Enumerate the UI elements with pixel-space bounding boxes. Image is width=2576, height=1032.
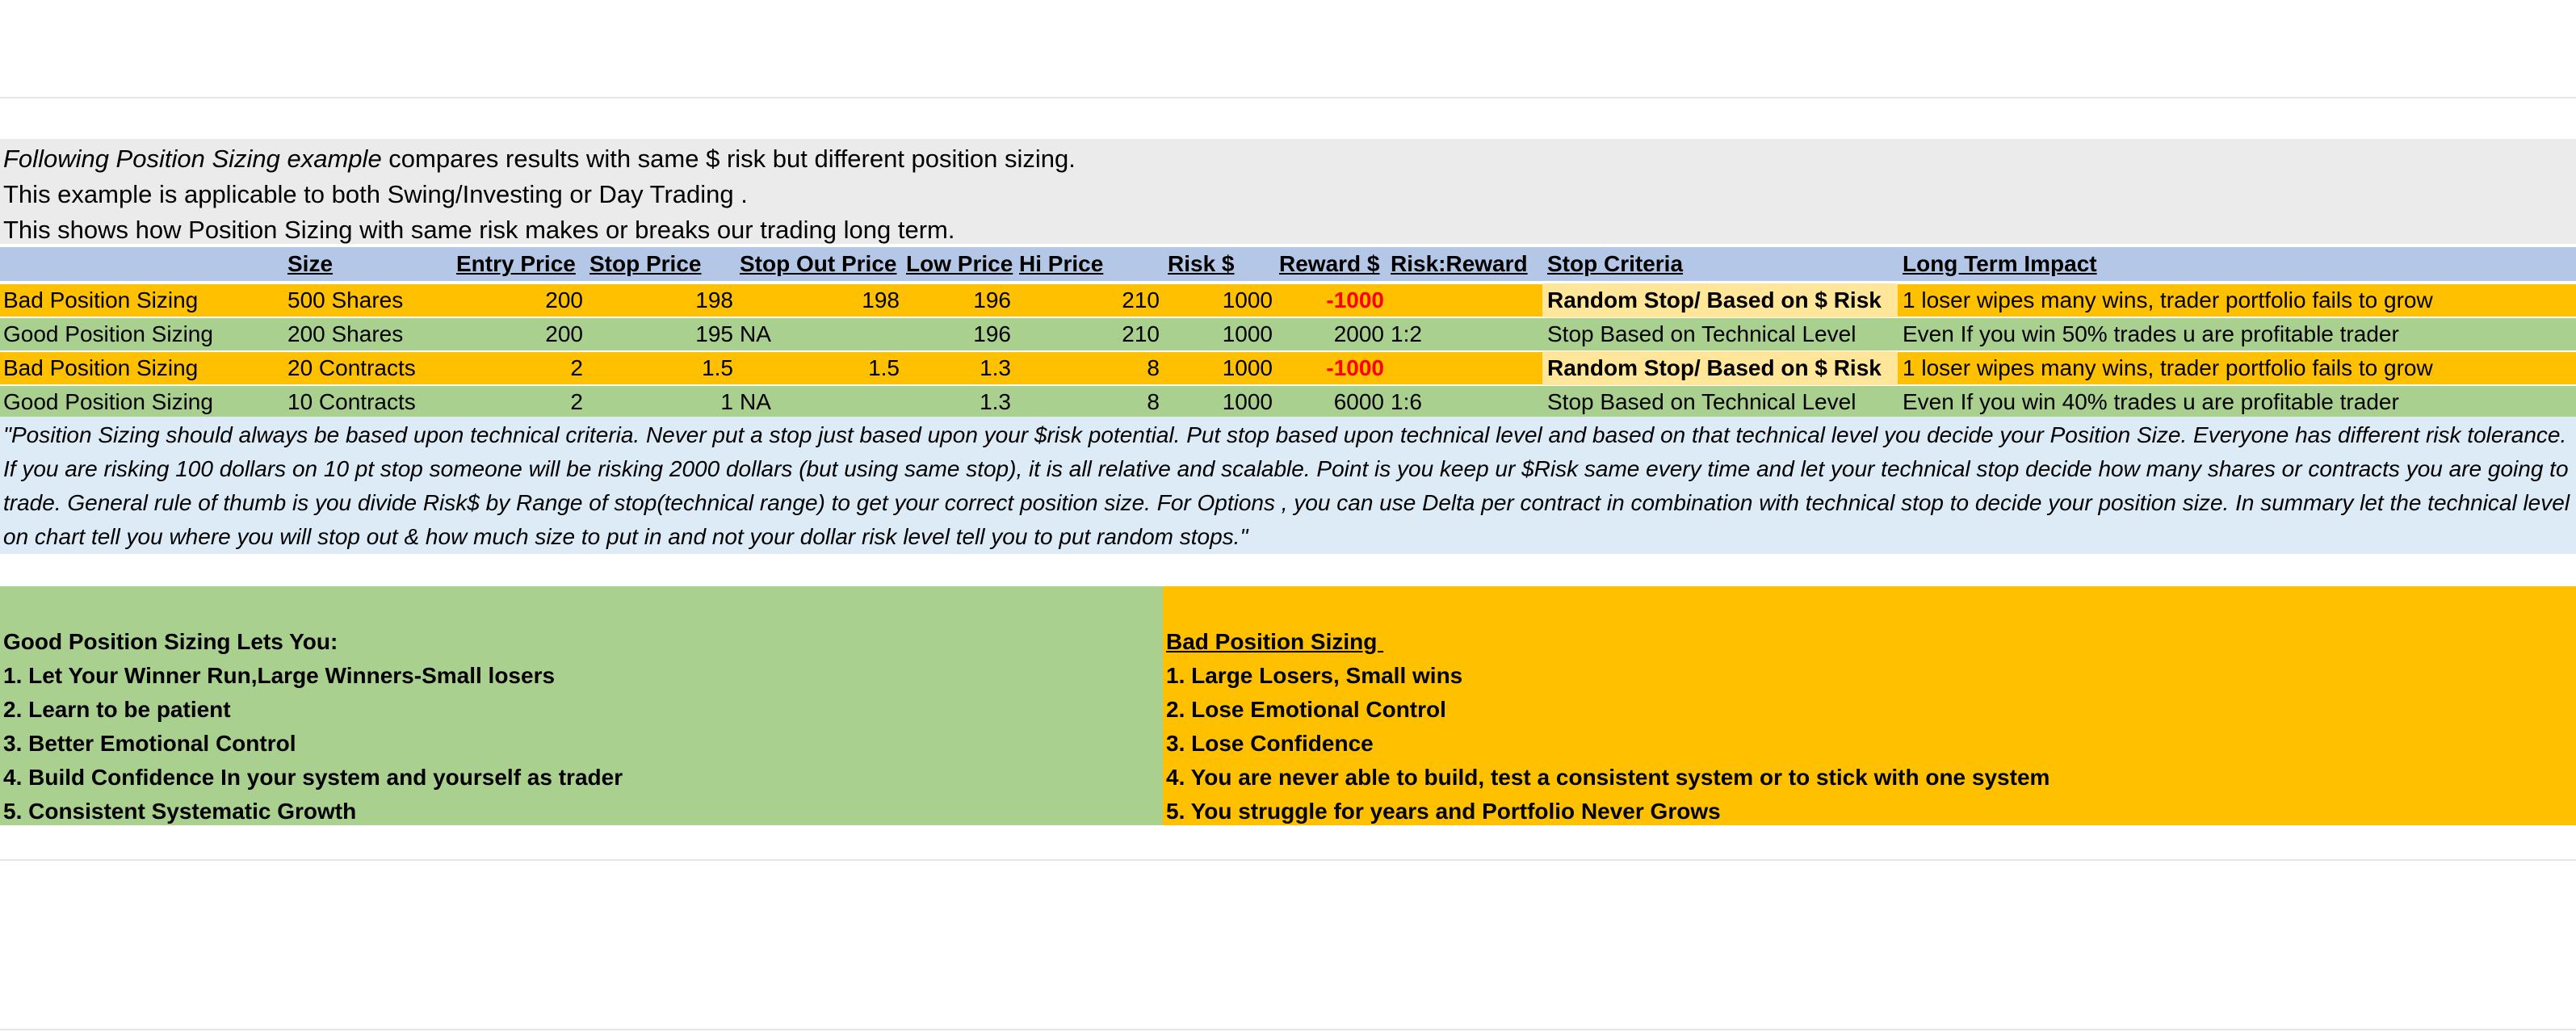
intro-italic-phrase: Following Position Sizing example: [3, 145, 382, 173]
bad-summary-item[interactable]: 4. You are never able to build, test a consistent system or to stick with one system: [1166, 765, 2050, 790]
cell-long-term-impact[interactable]: 1 loser wipes many wins, trader portfolio fails to grow: [1903, 355, 2433, 380]
header-entry-price[interactable]: Entry Price: [456, 251, 576, 276]
cell-entry-price[interactable]: 2: [570, 389, 583, 414]
cell-reward[interactable]: -1000: [1326, 287, 1384, 313]
position-sizing-quote[interactable]: "Position Sizing should always be based upon technical criteria. Never put a stop just based upon your $risk potential. Put stop based upon technical level and based on that technical level you decide your Position Size. Everyone has different risk tolerance. If you are risking 100 dollars on 10 pt stop someone will be risking 2000 dollars (but using same stop), it is all relative and scalable. Point is you keep ur $Risk same every time and let your technical stop decide how many shares or contracts you are going to trade. General rule of thumb is you divide Risk$ by Range of stop(technical range) to get your correct position size. For Options , you can use Delta per contract in combination with technical stop to decide your position size. In summary let the technical level on chart tell you where you will stop out & how much size to put in and not your dollar risk level tell you to put random stops.": [3, 422, 2570, 549]
bad-summary-title[interactable]: Bad Position Sizing: [1166, 629, 1384, 654]
intro-line-1[interactable]: [3, 142, 1076, 176]
row-label[interactable]: Bad Position Sizing: [3, 287, 199, 313]
intro-line-2[interactable]: This example is applicable to both Swing/Investing or Day Trading .: [3, 180, 748, 208]
cell-risk-reward[interactable]: 1:6: [1391, 389, 1422, 414]
header-long-term-impact[interactable]: Long Term Impact: [1903, 251, 2097, 276]
header-stop-price[interactable]: Stop Price: [589, 251, 702, 276]
row-label[interactable]: Bad Position Sizing: [3, 355, 199, 380]
row-label[interactable]: Good Position Sizing: [3, 389, 213, 414]
cell-risk[interactable]: 1000: [1222, 355, 1273, 380]
good-summary-title[interactable]: Good Position Sizing Lets You:: [3, 629, 338, 654]
cell-entry-price[interactable]: 200: [545, 321, 583, 346]
cell-stop-out-price[interactable]: NA: [740, 321, 771, 346]
cell-stop-out-price[interactable]: 1.5: [868, 355, 900, 380]
cell-reward[interactable]: 2000: [1333, 321, 1384, 346]
cell-stop-out-price[interactable]: 198: [862, 287, 900, 313]
cell-stop-price[interactable]: 195: [695, 321, 733, 346]
grid-line: [0, 859, 2576, 861]
good-summary-item[interactable]: 2. Learn to be patient: [3, 697, 231, 722]
cell-size[interactable]: 10 Contracts: [287, 389, 416, 414]
cell-entry-price[interactable]: 2: [570, 355, 583, 380]
good-summary-item[interactable]: 1. Let Your Winner Run,Large Winners-Small losers: [3, 663, 556, 688]
cell-stop-criteria[interactable]: Stop Based on Technical Level: [1547, 389, 1856, 414]
cell-hi-price[interactable]: 8: [1147, 389, 1160, 414]
table-header-row: [0, 247, 2576, 281]
table-row: [0, 352, 2576, 384]
cell-risk-reward[interactable]: 1:2: [1391, 321, 1422, 346]
cell-reward[interactable]: -1000: [1326, 355, 1384, 380]
cell-long-term-impact[interactable]: Even If you win 40% trades u are profitable trader: [1903, 389, 2399, 414]
grid-line: [0, 97, 2576, 99]
good-summary-item[interactable]: 4. Build Confidence In your system and yourself as trader: [3, 765, 623, 790]
cell-risk[interactable]: 1000: [1222, 321, 1273, 346]
cell-hi-price[interactable]: 210: [1122, 321, 1160, 346]
header-risk[interactable]: Risk $: [1168, 251, 1235, 276]
cell-low-price[interactable]: 196: [973, 321, 1011, 346]
header-low-price[interactable]: Low Price: [906, 251, 1013, 276]
cell-entry-price[interactable]: 200: [545, 287, 583, 313]
cell-low-price[interactable]: 1.3: [980, 355, 1011, 380]
header-size[interactable]: Size: [287, 251, 334, 276]
header-stop-out-price[interactable]: Stop Out Price: [740, 251, 897, 276]
good-summary-item[interactable]: 5. Consistent Systematic Growth: [3, 799, 357, 824]
cell-size[interactable]: 500 Shares: [287, 287, 404, 313]
cell-risk[interactable]: 1000: [1222, 287, 1273, 313]
cell-low-price[interactable]: 196: [973, 287, 1011, 313]
row-label[interactable]: Good Position Sizing: [3, 321, 213, 346]
table-row: [0, 284, 2576, 317]
cell-size[interactable]: 20 Contracts: [287, 355, 416, 380]
cell-hi-price[interactable]: 8: [1147, 355, 1160, 380]
bad-summary-item[interactable]: 5. You struggle for years and Portfolio Never Grows: [1166, 799, 1721, 824]
intro-line-1-rest: compares results with same $ risk but different position sizing.: [381, 145, 1076, 173]
cell-stop-criteria[interactable]: Random Stop/ Based on $ Risk: [1542, 283, 1898, 317]
cell-reward[interactable]: 6000: [1333, 389, 1384, 414]
cell-stop-price[interactable]: 1.5: [702, 355, 733, 380]
cell-stop-price[interactable]: 1: [720, 389, 733, 414]
cell-long-term-impact[interactable]: 1 loser wipes many wins, trader portfolio fails to grow: [1903, 287, 2433, 313]
cell-low-price[interactable]: 1.3: [980, 389, 1011, 414]
bad-summary-item[interactable]: 3. Lose Confidence: [1166, 731, 1374, 756]
bad-summary-item[interactable]: 2. Lose Emotional Control: [1166, 697, 1446, 722]
cell-risk[interactable]: 1000: [1222, 389, 1273, 414]
cell-stop-criteria[interactable]: Random Stop/ Based on $ Risk: [1542, 351, 1898, 385]
header-risk-reward[interactable]: Risk:Reward: [1391, 251, 1528, 276]
grid-line: [0, 1029, 2576, 1030]
cell-stop-price[interactable]: 198: [695, 287, 733, 313]
table-row: [0, 386, 2576, 418]
table-row: [0, 318, 2576, 350]
cell-stop-out-price[interactable]: NA: [740, 389, 771, 414]
cell-stop-criteria[interactable]: Stop Based on Technical Level: [1547, 321, 1856, 346]
header-hi-price[interactable]: Hi Price: [1019, 251, 1104, 276]
cell-hi-price[interactable]: 210: [1122, 287, 1160, 313]
intro-line-3[interactable]: This shows how Position Sizing with same risk makes or breaks our trading long term.: [3, 216, 955, 244]
header-stop-criteria[interactable]: Stop Criteria: [1547, 251, 1684, 276]
good-summary-item[interactable]: 3. Better Emotional Control: [3, 731, 296, 756]
header-reward[interactable]: Reward $: [1279, 251, 1380, 276]
bad-summary-item[interactable]: 1. Large Losers, Small wins: [1166, 663, 1463, 688]
cell-long-term-impact[interactable]: Even If you win 50% trades u are profitable trader: [1903, 321, 2399, 346]
cell-size[interactable]: 200 Shares: [287, 321, 404, 346]
